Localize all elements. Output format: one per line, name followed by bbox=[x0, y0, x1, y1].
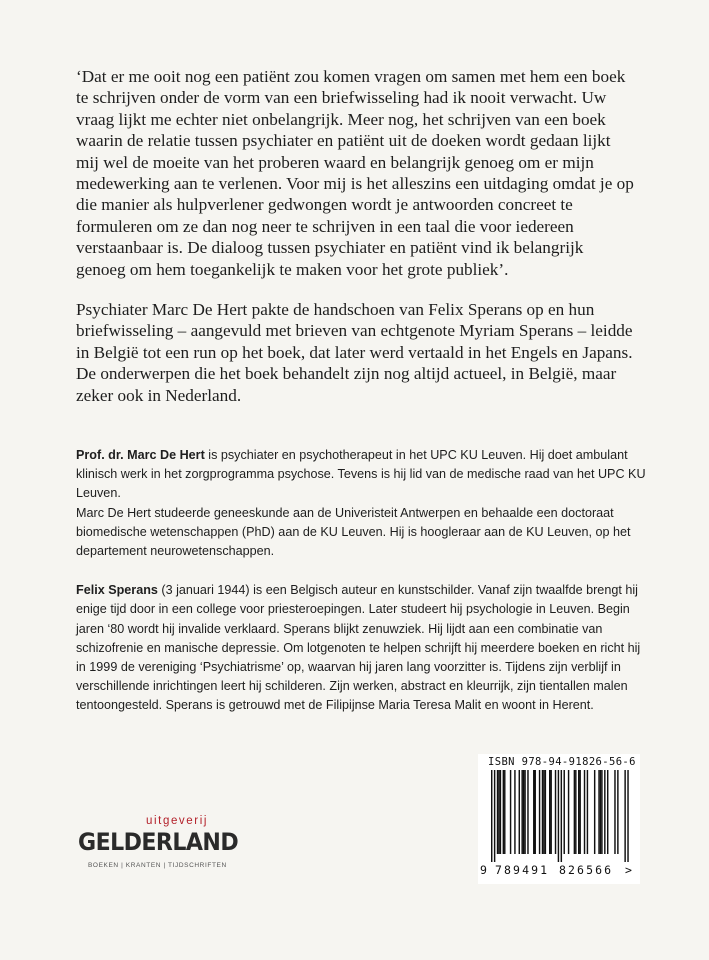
barcode-bar bbox=[578, 770, 579, 854]
barcode-bar bbox=[524, 770, 525, 854]
barcode-bar bbox=[542, 770, 543, 854]
quote-paragraph: ‘Dat er me ooit nog een patiënt zou komen vragen om samen met hem een boek te schrijven onder de vorm van een briefwisseling had ik nooit verwacht. Uw vraag lijkt me echter niet onbelangrijk. Meer nog, het schrijven van een boek waarin de relatie tussen psychiater en patiënt uit de doeken wordt gedaan lijkt mij wel de moeite van het proberen waard en belangrijk genoeg om er mijn medewerking aan te verlenen. Voor mij is het alleszins een uitdaging omdat je op die manier als hulpverlener gedwongen wordt je antwoorden concreet te formuleren om ze dan nog neer te schrijven in een taal die voor iedereen verstaanbaar is. De dialoog tussen psychiater en patiënt vind ik belangrijk genoeg om hem toegankelijk te maken voor het grote publiek’. bbox=[76, 67, 634, 279]
publisher-logo-tagline: BOEKEN | KRANTEN | TIJDSCHRIFTEN bbox=[88, 862, 227, 869]
barcode-bar bbox=[601, 770, 602, 854]
barcode-bar bbox=[497, 770, 498, 854]
barcode-bar bbox=[539, 770, 540, 854]
barcode-bar bbox=[598, 770, 599, 854]
barcode-bar bbox=[503, 770, 504, 854]
bio-dehert bbox=[76, 446, 646, 561]
barcode-bar bbox=[521, 770, 522, 854]
barcode-bar bbox=[568, 770, 569, 854]
barcode-bar bbox=[498, 770, 499, 854]
publisher-logo bbox=[78, 815, 248, 895]
barcode-bar bbox=[549, 770, 550, 854]
barcode-bar bbox=[575, 770, 576, 854]
publisher-logo-name: GELDERLAND bbox=[78, 828, 239, 856]
barcode-bar bbox=[543, 770, 544, 854]
barcode-bar bbox=[514, 770, 515, 854]
barcode-bar bbox=[614, 770, 615, 854]
author-bios bbox=[76, 446, 646, 736]
barcode-guard-bar bbox=[558, 770, 559, 862]
barcode-bar bbox=[510, 770, 511, 854]
barcode-bar bbox=[500, 770, 501, 854]
barcode-bar bbox=[584, 770, 585, 854]
blurb-paragraph: Psychiater Marc De Hert pakte de handschoen van Felix Sperans op en hun briefwisseling – aangevuld met brieven van echtgenote Myriam Sperans – leidde in België tot een run op het boek, dat later werd vertaald in het Engels en Japans. De onderwerpen die het boek behandelt zijn nog altijd actueel, in België, maar zeker ook in Nederland. bbox=[76, 300, 633, 405]
barcode-bar bbox=[600, 770, 601, 854]
barcode-bar bbox=[504, 770, 505, 854]
barcode-bar bbox=[587, 770, 588, 854]
bio-sperans-name: Felix Sperans bbox=[76, 583, 158, 598]
barcode-guard-bar bbox=[627, 770, 628, 862]
barcode-bar bbox=[555, 770, 556, 854]
barcode-bar bbox=[607, 770, 608, 854]
barcode-bar bbox=[527, 770, 528, 854]
barcode-bar bbox=[579, 770, 580, 854]
ean-first-digit: 9 bbox=[480, 863, 487, 877]
barcode-guard-bar bbox=[494, 770, 495, 862]
back-cover-quote bbox=[76, 66, 636, 425]
barcode-bar bbox=[545, 770, 546, 854]
barcode-bar bbox=[533, 770, 534, 854]
isbn-label: ISBN 978-94-91826-56-6 bbox=[488, 756, 636, 768]
barcode-bar bbox=[550, 770, 551, 854]
barcode-guard-bar bbox=[491, 770, 492, 862]
barcode-bar bbox=[617, 770, 618, 854]
barcode-bar bbox=[523, 770, 524, 854]
bio-sperans bbox=[76, 581, 646, 715]
bio-dehert-text-2: Marc De Hert studeerde geneeskunde aan de Univeristeit Antwerpen en behaalde een doctoraat biomedische wetenschappen (PhD) aan de KU Leuven. Hij is hoogleraar aan de KU Leuven, op het departement neurowetenschappen. bbox=[76, 505, 631, 559]
barcode-bar bbox=[574, 770, 575, 854]
ean-right-group: 826566 bbox=[559, 863, 614, 877]
bio-dehert-name: Prof. dr. Marc De Hert bbox=[76, 448, 205, 462]
barcode-guard-bar bbox=[624, 770, 625, 862]
barcode-bar bbox=[594, 770, 595, 854]
barcode-bar bbox=[604, 770, 605, 854]
ean-left-group: 789491 bbox=[495, 863, 550, 877]
publisher-logo-top: uitgeverij bbox=[146, 815, 209, 827]
bio-dehert-text: is psychiater en psychotherapeut in het UPC KU Leuven. Hij doet ambulant klinisch werk in het zorgprogramma psychose. Tevens is hij lid van de medische raad van het UPC KU Leuven. bbox=[76, 448, 646, 501]
ean-end-marker: > bbox=[625, 863, 632, 877]
bio-sperans-text: (3 januari 1944) is een Belgisch auteur en kunstschilder. Vanaf zijn twaalfde brengt hij enige tijd door in een college voor priesteroepingen. Later studeert hij psychologie in Leuven. Begin jaren ‘80 wordt hij invalide verklaard. Sperans blijkt zenuwziek. Hij lijdt aan een combinatie van schizofrenie en manische depressie. Om lotgenoten te helpen schrijft hij meerdere boeken en richt hij in 1999 de vereniging ‘Psychiatrisme’ op, waarvan hij jaren lang voorzitter is. Tijdens zijn verblijf in verschillende inrichtingen leert hij schilderen. Zijn werken, abstract en kleurrijk, zijn tientallen malen tentoongesteld. Sperans is getrouwd met de Filipijnse Maria Teresa Malit en woont in Herent. bbox=[76, 583, 641, 713]
barcode-bar bbox=[564, 770, 565, 854]
isbn-barcode bbox=[478, 754, 640, 884]
barcode-bars bbox=[478, 770, 640, 866]
barcode-bar bbox=[535, 770, 536, 854]
barcode-bar bbox=[519, 770, 520, 854]
barcode-guard-bar bbox=[561, 770, 562, 862]
